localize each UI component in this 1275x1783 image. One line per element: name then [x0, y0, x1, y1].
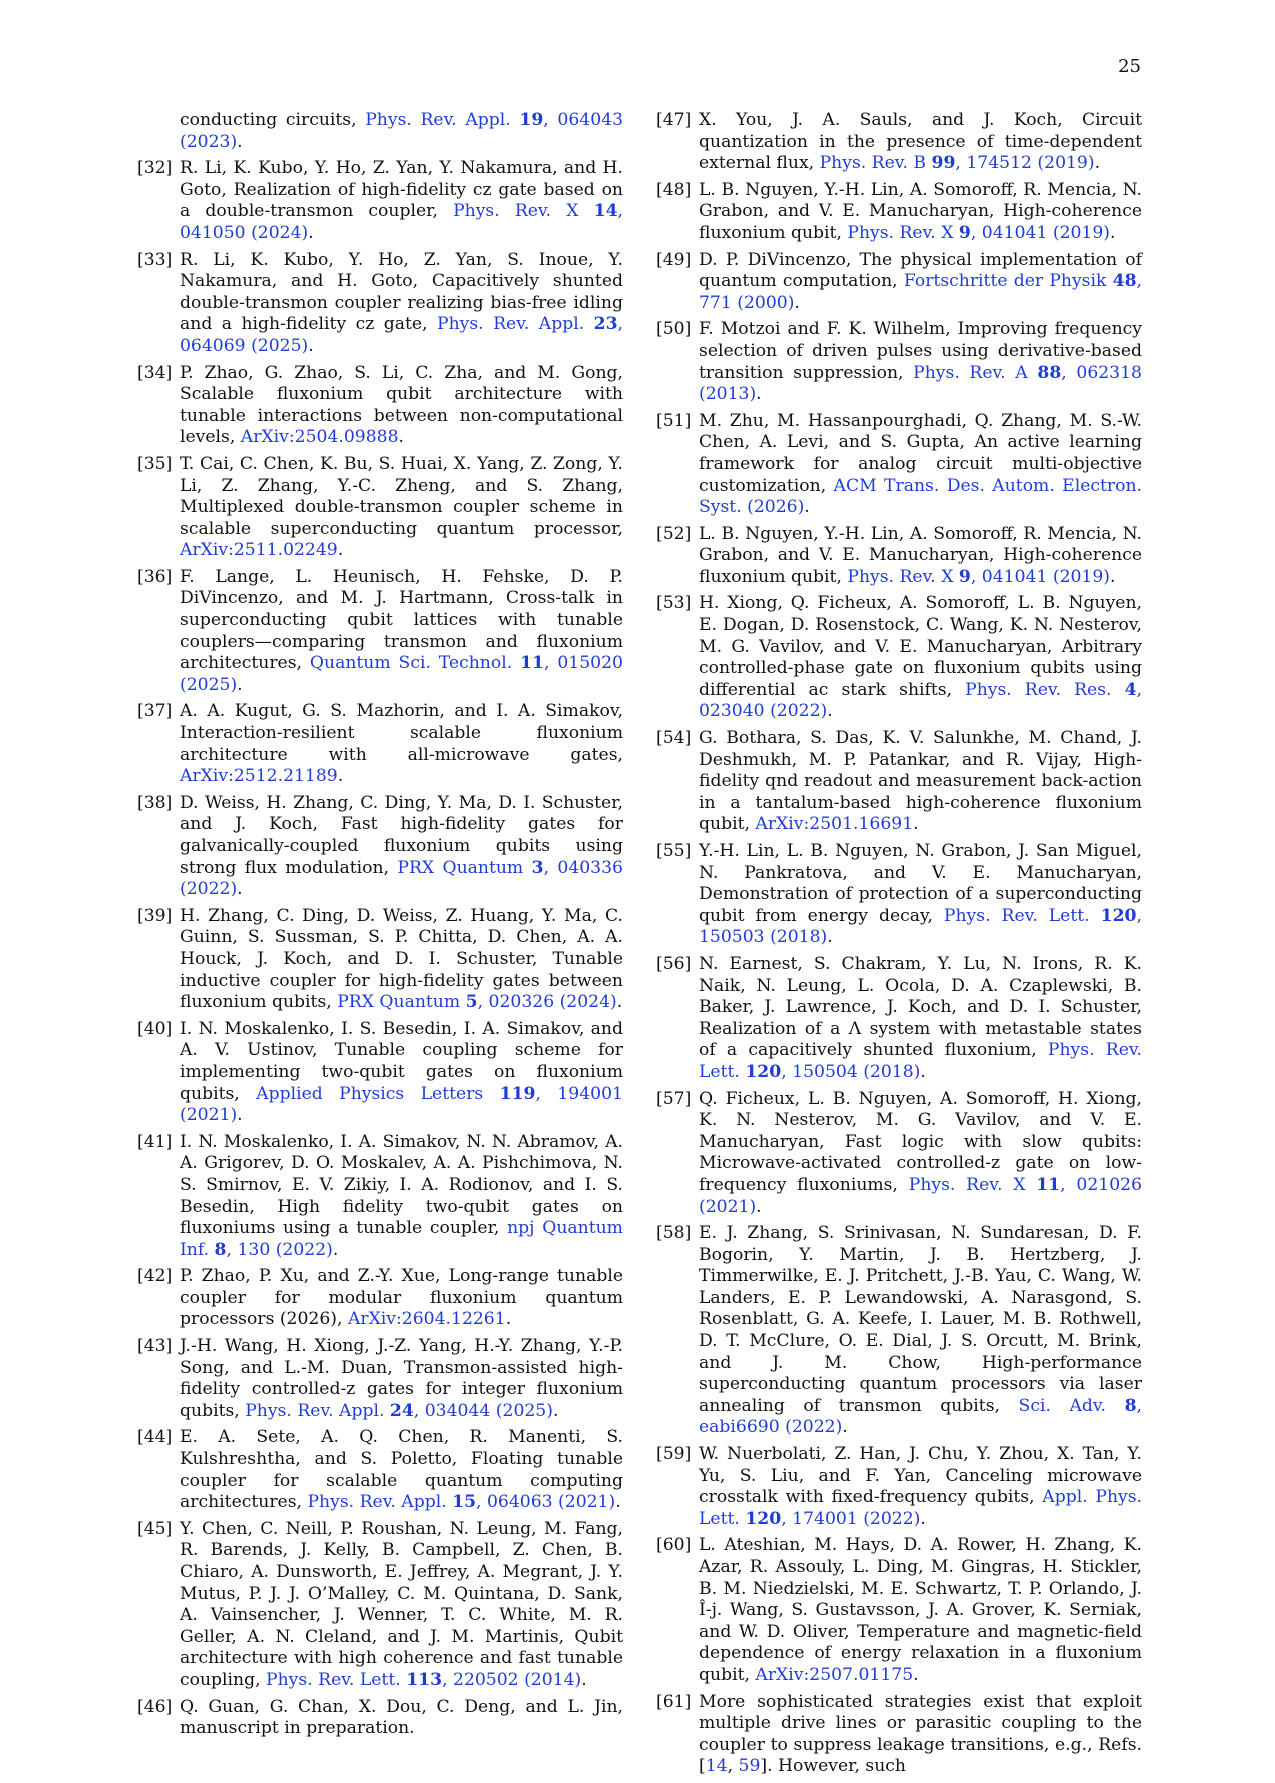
reference-text: .	[913, 814, 919, 835]
reference-text: .	[913, 1664, 919, 1685]
reference-text: E. J. Zhang, S. Srinivasan, N. Sundaresan, D. F. Bogorin, Y. Martin, J. B. Hertzberg, J. Timmerwilke, E. J. Pritchett, J.-B. Yau, C. Wang, W. Landers, E. P. Lewandowski, A. Narasgond, S. Rosenblatt, G. A. Keefe, I. Lauer, M. B. Rothwell, D. T. McClure, O. E. Dial, J. S. Orcutt, M. Brink, and J. M. Chow, High-performance superconducting quantum processors via laser annealing of transmon qubits,	[699, 1223, 1142, 1416]
reference-text: .	[237, 1105, 243, 1126]
link-text: Phys. Rev. Appl.	[245, 1400, 390, 1421]
reference-text: .	[337, 766, 344, 787]
link-text: , 041050 (2024)	[180, 201, 623, 243]
reference-text: H. Xiong, Q. Ficheux, A. Somoroff, L. B. Nguyen, E. Dogan, D. Rosenstock, C. Wang, K. N. Nesterov, M. G. Vavilov, and V. E. Manucharyan, Arbitrary controlled-phase gate on fluxonium qubits using differential ac stark shifts,	[699, 593, 1142, 700]
reference-number: [58]	[656, 1223, 692, 1244]
reference-entry	[137, 1697, 623, 1740]
reference-number: [47]	[656, 110, 692, 130]
reference-link[interactable]	[266, 1670, 581, 1690]
reference-text: .	[237, 131, 243, 152]
reference-text: I. N. Moskalenko, I. A. Simakov, N. N. Abramov, A. A. Grigorev, D. O. Moskalev, A. A. Pishchimova, N. S. Smirnov, E. V. Zikiy, I. A. Rodionov, and I. S. Besedin, High fidelity two-qubit gates on fluxoniums using a tunable coupler,	[180, 1131, 623, 1239]
reference-text: .	[237, 879, 243, 900]
reference-entry	[137, 1427, 623, 1513]
link-text: Quantum Sci. Technol.	[309, 653, 521, 674]
volume-number: 5	[465, 992, 478, 1013]
link-text: ACM Trans. Des. Autom. Electron. Syst. (2026)	[699, 475, 1143, 518]
reference-link[interactable]	[245, 1401, 553, 1421]
reference-number: [60]	[656, 1535, 692, 1556]
reference-link[interactable]	[847, 223, 1110, 243]
link-text: Phys. Rev. Res.	[965, 679, 1125, 700]
reference-text: .	[398, 427, 405, 448]
volume-number: 8	[214, 1239, 227, 1260]
reference-text: D. Weiss, H. Zhang, C. Ding, Y. Ma, D. I. Schuster, and J. Koch, Fast high-fidelity gates for galvanically-coupled fluxonium qubits using strong flux modulation,	[180, 792, 623, 878]
link-text: , 150504 (2018)	[781, 1061, 921, 1082]
volume-number: 8	[1124, 1395, 1137, 1416]
link-text: , 064043 (2023)	[180, 110, 624, 152]
reference-entry	[137, 363, 623, 449]
reference-number: [33]	[137, 249, 173, 270]
reference-link[interactable]	[755, 814, 913, 834]
reference-entry	[137, 110, 623, 153]
reference-link[interactable]	[847, 567, 1110, 587]
link-text: Phys. Rev. A	[913, 362, 1038, 383]
reference-text: W. Nuerbolati, Z. Han, J. Chu, Y. Zhou, X. Tan, Y. Yu, S. Liu, and F. Yan, Canceling microwave crosstalk with fixed-frequency qubits,	[699, 1444, 1142, 1508]
reference-entry	[656, 728, 1142, 836]
link-text: , 021026 (2021)	[699, 1174, 1142, 1217]
link-text: 59	[738, 1756, 761, 1777]
link-text: , 062318 (2013)	[699, 362, 1142, 405]
reference-number: [48]	[656, 179, 692, 200]
link-text: PRX Quantum	[397, 857, 532, 878]
reference-text: Q. Ficheux, L. B. Nguyen, A. Somoroff, H. Xiong, K. N. Nesterov, M. G. Vavilov, and V. E. Manucharyan, Fast logic with slow qubits: Microwave-activated controlled-z gate on low-frequency fluxoniums,	[699, 1088, 1142, 1195]
reference-number: [42]	[137, 1266, 173, 1287]
reference-number: [39]	[137, 905, 173, 926]
reference-entry	[656, 411, 1142, 519]
link-text: ArXiv:2507.01175	[755, 1664, 914, 1685]
reference-number: [37]	[137, 701, 173, 722]
link-text: , 220502 (2014)	[442, 1669, 582, 1690]
reference-link[interactable]	[755, 1665, 913, 1685]
reference-number: [43]	[137, 1336, 173, 1357]
reference-link[interactable]	[337, 992, 617, 1012]
references-right-column	[656, 110, 1142, 1783]
reference-text: .	[827, 927, 833, 948]
link-text: , 023040 (2022)	[699, 679, 1142, 722]
link-text: , 150503 (2018)	[699, 905, 1142, 948]
reference-entry	[656, 319, 1142, 405]
link-text: , eabi6690 (2022)	[699, 1395, 1143, 1438]
reference-entry	[137, 567, 623, 697]
reference-link[interactable]	[706, 1756, 728, 1776]
reference-text: .	[308, 335, 314, 356]
reference-text: R. Li, K. Kubo, Y. Ho, Z. Yan, S. Inoue, Y. Nakamura, and H. Goto, Capacitively shunted double-transmon coupler realizing bias-free idling and a high-fidelity cz gate,	[180, 249, 623, 335]
reference-text: .	[827, 701, 833, 722]
reference-number: [44]	[137, 1427, 173, 1448]
reference-number: [51]	[656, 410, 692, 431]
reference-entry	[137, 158, 623, 244]
volume-number: 23	[593, 314, 618, 335]
link-text: , 174001 (2022)	[781, 1508, 921, 1529]
volume-number: 9	[958, 566, 971, 587]
reference-text: N. Earnest, S. Chakram, Y. Lu, N. Irons, R. K. Naik, N. Leung, L. Ocola, D. A. Czaplewski, B. Baker, J. Lawrence, J. Koch, and D. I. Schuster, Realization of a Λ system with metastable states of a capacitively shunted fluxonium,	[699, 953, 1142, 1061]
reference-link[interactable]	[180, 766, 338, 786]
reference-entry	[137, 906, 623, 1014]
reference-text: Q. Guan, G. Chan, X. Dou, C. Deng, and L. Jin, manuscript in preparation.	[180, 1696, 623, 1739]
reference-entry	[137, 1519, 623, 1692]
reference-entry	[656, 180, 1142, 245]
volume-number: 11	[1036, 1174, 1061, 1195]
link-text: ArXiv:2511.02249	[180, 540, 338, 561]
reference-text: H. Zhang, C. Ding, D. Weiss, Z. Huang, Y. Ma, C. Guinn, S. Sussman, S. P. Chitta, D. Chen, A. A. Houck, J. Koch, and D. I. Schuster, Tunable inductive coupler for high-fidelity gates between fluxonium qubits,	[180, 905, 623, 1013]
reference-text: .	[804, 497, 810, 518]
reference-number: [54]	[656, 728, 692, 749]
reference-text: Y. Chen, C. Neill, P. Roushan, N. Leung, M. Fang, R. Barends, J. Kelly, B. Campbell, Z. Chen, B. Chiaro, A. Dunsworth, E. Jeffrey, A. Megrant, J. Y. Mutus, P. J. J. O’Malley, C. M. Quintana, D. Sank, A. Vainsencher, J. Wenner, T. C. White, M. R. Geller, A. N. Cleland, and J. M. Martinis, Qubit architecture with high coherence and fast tunable coupling,	[180, 1518, 623, 1690]
link-text: Phys. Rev. Lett.	[943, 905, 1101, 926]
link-text: 14	[705, 1756, 728, 1777]
reference-text: L. Ateshian, M. Hays, D. A. Rower, H. Zhang, K. Azar, R. Assouly, L. Ding, M. Gingras, H. Stickler, B. M. Niedzielski, M. E. Schwartz, T. P. Orlando, J. Î-j. Wang, S. Gustavsson, J. A. Grover, K. Serniak, and W. D. Oliver, Temperature and magnetic-field dependence of energy relaxation in a fluxonium qubit,	[699, 1535, 1142, 1685]
reference-text: J.-H. Wang, H. Xiong, J.-Z. Yang, H.-Y. Zhang, Y.-P. Song, and L.-M. Duan, Transmon-assisted high-fidelity controlled-z gates for integer fluxonium qubits,	[180, 1336, 623, 1421]
link-text: Phys. Rev. Appl.	[437, 314, 594, 335]
reference-link[interactable]	[348, 1309, 506, 1329]
reference-text: T. Cai, C. Chen, K. Bu, S. Huai, X. Yang, Z. Zong, Y. Li, Z. Zhang, Y.-C. Zheng, and S. Zhang, Multiplexed double-transmon coupler scheme in scalable superconducting quantum processor,	[180, 453, 623, 539]
reference-number: [35]	[137, 453, 173, 474]
reference-entry	[137, 1336, 623, 1422]
link-text: , 040336 (2022)	[180, 857, 623, 900]
reference-text: L. B. Nguyen, Y.-H. Lin, A. Somoroff, R. Mencia, N. Grabon, and V. E. Manucharyan, High-coherence fluxonium qubit,	[699, 179, 1142, 243]
reference-text: X. You, J. A. Sauls, and J. Koch, Circuit quantization in the presence of time-dependent external flux,	[699, 110, 1142, 174]
link-text: Phys. Rev. B	[819, 153, 932, 174]
reference-text: .	[332, 1239, 339, 1260]
link-text: ArXiv:2512.21189	[180, 766, 338, 787]
reference-number: [59]	[656, 1444, 692, 1465]
reference-text: L. B. Nguyen, Y.-H. Lin, A. Somoroff, R. Mencia, N. Grabon, and V. E. Manucharyan, High-coherence fluxonium qubit,	[699, 523, 1142, 587]
volume-number: 99	[931, 153, 956, 174]
link-text: , 020326 (2024)	[477, 992, 617, 1013]
link-text: Fortschritte der Physik	[903, 271, 1113, 292]
link-text: ArXiv:2501.16691	[755, 814, 914, 835]
volume-number: 48	[1112, 271, 1137, 292]
link-text: , 771 (2000)	[699, 271, 1142, 313]
link-text: Phys. Rev. Appl.	[365, 110, 520, 130]
reference-number: [41]	[137, 1131, 173, 1152]
reference-text: F. Lange, L. Heunisch, H. Fehske, D. P. DiVincenzo, and M. J. Hartmann, Cross-talk in superconducting qubit lattices with tunable couplers—comparing transmon and fluxonium architectures,	[180, 566, 623, 674]
reference-text: .	[552, 1400, 559, 1421]
reference-number: [46]	[137, 1696, 173, 1717]
reference-number: [45]	[137, 1518, 173, 1539]
reference-text: .	[842, 1417, 848, 1438]
link-text: Applied Physics Letters	[256, 1083, 500, 1104]
reference-entry	[137, 454, 623, 562]
reference-entry	[137, 701, 623, 787]
volume-number: 88	[1037, 362, 1062, 383]
reference-number: [56]	[656, 953, 692, 974]
reference-text: .	[337, 540, 344, 561]
reference-text: .	[505, 1309, 512, 1330]
volume-number: 14	[593, 201, 618, 222]
reference-link[interactable]	[307, 1492, 615, 1512]
volume-number: 9	[958, 222, 971, 243]
reference-text: .	[920, 1061, 926, 1082]
volume-number: 15	[452, 1492, 477, 1513]
link-text: ArXiv:2504.09888	[240, 427, 399, 448]
reference-text: A. A. Kugut, G. S. Mazhorin, and I. A. Simakov, Interaction-resilient scalable fluxonium architecture with all-microwave gates,	[180, 701, 623, 765]
reference-text: .	[920, 1508, 926, 1529]
reference-entry	[656, 593, 1142, 723]
reference-number: [40]	[137, 1018, 173, 1039]
reference-text: conducting circuits,	[180, 110, 366, 130]
reference-entry	[656, 1535, 1142, 1686]
link-text: Phys. Rev. X	[453, 201, 594, 222]
reference-text: .	[756, 1196, 762, 1217]
reference-number: [53]	[656, 593, 692, 614]
volume-number: 120	[745, 1061, 782, 1082]
link-text: Phys. Rev. X	[908, 1174, 1037, 1195]
reference-text: .	[756, 384, 762, 405]
references-left-column	[137, 110, 623, 1745]
reference-text: P. Zhao, G. Zhao, S. Li, C. Zha, and M. Gong, Scalable fluxonium qubit architecture with tunable interactions between non-computational levels,	[180, 362, 623, 448]
reference-link[interactable]	[180, 540, 338, 560]
volume-number: 120	[1100, 905, 1137, 926]
link-text: Phys. Rev. Lett.	[699, 1040, 1143, 1082]
reference-link[interactable]	[739, 1756, 761, 1776]
reference-entry	[656, 1089, 1142, 1219]
reference-text: Y.-H. Lin, L. B. Nguyen, N. Grabon, J. San Miguel, N. Pankratova, and V. E. Manucharyan, Demonstration of protection of a superconducting qubit from energy decay,	[699, 841, 1142, 926]
reference-text: I. N. Moskalenko, I. S. Besedin, I. A. Simakov, and A. V. Ustinov, Tunable coupling scheme for implementing two-qubit gates on fluxonium qubits,	[180, 1018, 623, 1104]
reference-text: .	[581, 1669, 587, 1690]
reference-number: [38]	[137, 792, 173, 813]
link-text: , 130 (2022)	[226, 1239, 333, 1260]
reference-entry	[137, 250, 623, 358]
volume-number: 19	[519, 110, 544, 130]
reference-text: More sophisticated strategies exist that exploit multiple drive lines or parasitic coupling to the coupler to suppress leakage transitions, e.g., Refs. [	[699, 1691, 1142, 1777]
reference-entry	[656, 841, 1142, 949]
link-text: Appl. Phys. Lett.	[699, 1487, 1143, 1529]
reference-text: E. A. Sete, A. Q. Chen, R. Manenti, S. Kulshreshtha, and S. Poletto, Floating tunable coupler for scalable quantum computing architectures,	[180, 1427, 623, 1513]
reference-text: .	[615, 1492, 621, 1513]
link-text: Phys. Rev. Appl.	[307, 1492, 453, 1513]
link-text: , 041041 (2019)	[970, 222, 1111, 243]
volume-number: 24	[389, 1400, 414, 1421]
link-text: , 064063 (2021)	[476, 1492, 616, 1513]
reference-entry	[137, 1132, 623, 1262]
reference-entry	[656, 1223, 1142, 1439]
page-number: 25	[1118, 56, 1141, 77]
link-text: , 064069 (2025)	[180, 314, 623, 356]
reference-text: G. Bothara, S. Das, K. V. Salunkhe, M. Chand, J. Deshmukh, M. P. Patankar, and R. Vijay, High-fidelity qnd readout and measurement back-action in a tantalum-based high-coherence fluxonium qubit,	[699, 728, 1142, 835]
link-text: Phys. Rev. Lett.	[266, 1669, 407, 1690]
reference-text: D. P. DiVincenzo, The physical implementation of quantum computation,	[699, 249, 1142, 292]
reference-entry	[656, 110, 1142, 175]
reference-entry	[137, 793, 623, 901]
reference-entry	[656, 1692, 1142, 1778]
reference-text: .	[616, 992, 623, 1013]
reference-number: [34]	[137, 362, 173, 383]
reference-text: .	[237, 674, 243, 695]
link-text: Sci. Adv.	[1018, 1395, 1125, 1416]
reference-number: [32]	[137, 158, 173, 179]
reference-text: P. Zhao, P. Xu, and Z.-Y. Xue, Long-range tunable coupler for modular fluxonium quantum processors (2026),	[180, 1266, 623, 1330]
reference-entry	[656, 954, 1142, 1084]
reference-text: R. Li, K. Kubo, Y. Ho, Z. Yan, Y. Nakamura, and H. Goto, Realization of high-fidelity cz gate based on a double-transmon coupler,	[180, 158, 623, 222]
volume-number: 4	[1124, 679, 1137, 700]
reference-number: [55]	[656, 841, 692, 861]
reference-entry	[656, 1444, 1142, 1530]
reference-entry	[137, 1019, 623, 1127]
volume-number: 120	[745, 1508, 782, 1529]
reference-entry	[656, 250, 1142, 315]
reference-number: [49]	[656, 249, 692, 270]
volume-number: 113	[406, 1669, 443, 1690]
reference-text: .	[794, 292, 800, 313]
reference-text: ,	[727, 1756, 739, 1777]
link-text: , 015020 (2025)	[180, 653, 623, 695]
reference-text: .	[1094, 153, 1101, 174]
reference-number: [61]	[656, 1691, 692, 1712]
reference-entry	[137, 1266, 623, 1331]
volume-number: 3	[531, 857, 544, 878]
reference-link[interactable]	[241, 427, 399, 447]
reference-text: M. Zhu, M. Hassanpourghadi, Q. Zhang, M. S.-W. Chen, A. Levi, and S. Gupta, An active learning framework for analog circuit multi-objective customization,	[699, 410, 1142, 496]
reference-entry	[656, 524, 1142, 589]
link-text: , 034044 (2025)	[413, 1400, 553, 1421]
volume-number: 11	[520, 653, 544, 674]
link-text: npj Quantum Inf.	[180, 1218, 623, 1260]
reference-text: ]. However, such	[760, 1756, 906, 1777]
volume-number: 119	[499, 1083, 536, 1104]
reference-number: [52]	[656, 523, 692, 544]
reference-text: .	[1110, 222, 1116, 243]
link-text: , 194001 (2021)	[180, 1083, 623, 1126]
reference-number: [36]	[137, 566, 173, 587]
link-text: , 041041 (2019)	[970, 566, 1111, 587]
link-text: PRX Quantum	[337, 992, 466, 1013]
reference-link[interactable]	[820, 153, 1095, 173]
reference-text: .	[308, 222, 314, 243]
reference-text: F. Motzoi and F. K. Wilhelm, Improving frequency selection of driven pulses using derivative-based transition suppression,	[699, 319, 1142, 383]
link-text: ArXiv:2604.12261	[347, 1309, 506, 1330]
link-text: , 174512 (2019)	[955, 153, 1095, 174]
reference-text: .	[1110, 566, 1116, 587]
link-text: Phys. Rev. X	[847, 566, 959, 587]
link-text: Phys. Rev. X	[847, 222, 959, 243]
reference-number: [50]	[656, 319, 692, 340]
reference-number: [57]	[656, 1088, 692, 1109]
